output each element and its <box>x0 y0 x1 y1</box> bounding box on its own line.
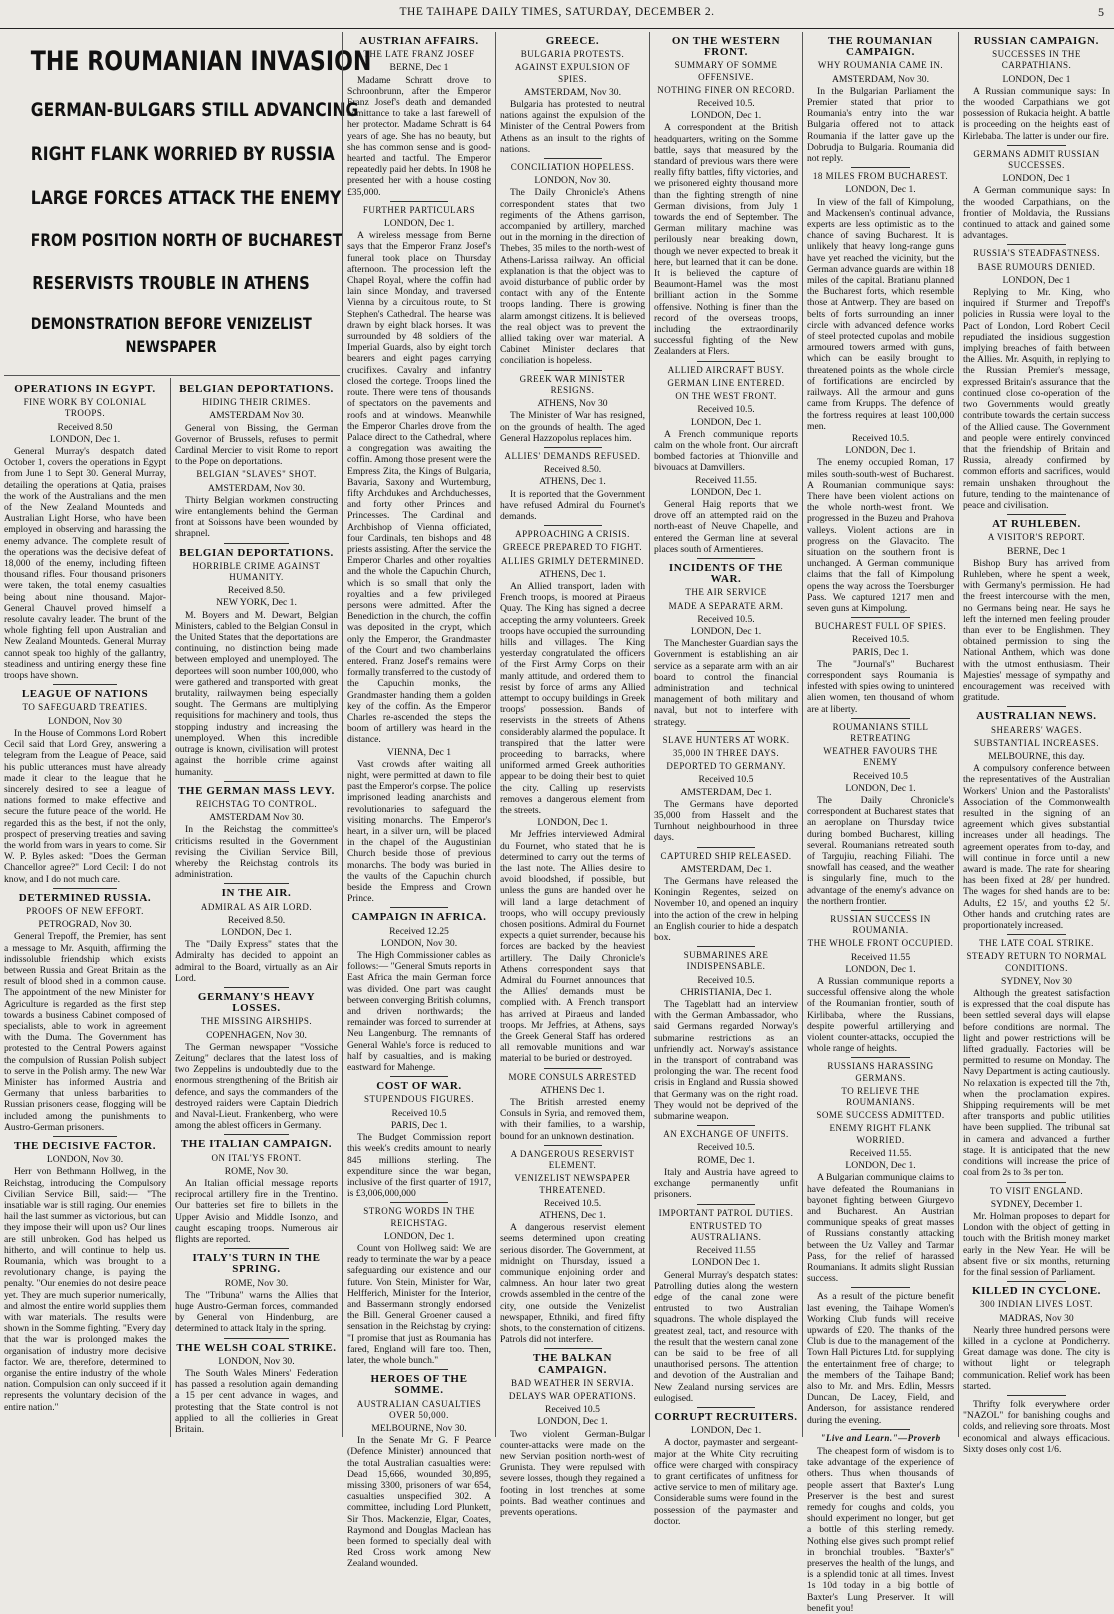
article-body: The German newspaper "Vossiche Zeitung" declares that the latest loss of two Zeppelins is undoubtedly due to the enormous strengthening of the British air defence, and says the commanders of the destroyed raiders were Captain Diedrich and Naval-Lieut. Frankenberg, who were among the ablest officers in Germany. <box>175 1041 338 1132</box>
dateline: BERNE, Dec 1 <box>1007 545 1066 557</box>
article-headline: IN THE AIR. <box>221 887 292 900</box>
dateline: LONDON, Dec 1. <box>690 416 762 428</box>
dateline: LONDON, Dec 1. <box>845 184 916 196</box>
divider <box>390 907 448 908</box>
banner-line: FROM POSITION NORTH OF BUCHAREST <box>30 231 343 251</box>
article-subhead: SUCCESSES IN THE CARPATHIANS. <box>992 49 1081 71</box>
article-subhead: ROUMANIANS STILL RETREATING <box>832 721 929 743</box>
divider <box>851 718 910 719</box>
article-headline: THE ROUMANIAN CAMPAIGN. <box>828 35 933 59</box>
article-body: A dangerous reservist element seems determined upon creating serious disorder. The Government, at midnight on Thursday, issued a communique enjoining order and calmness. An hour later two great crowds assembled in the centre of the city, one outside the Venizelist newspaper, Ethniki, and fired fifty shots, to the consternation of citizens. Patrols did not interfere. <box>500 1222 645 1346</box>
article-subhead: WHY ROUMANIA CAME IN. <box>817 60 944 71</box>
article-subhead: MADE A SEPARATE ARM. <box>668 600 784 611</box>
dateline: LONDON, Dec 1. <box>845 782 916 794</box>
dateline: PARIS, Dec 1. <box>852 646 909 658</box>
article-subhead: ADMIRAL AS AIR LORD. <box>200 901 313 912</box>
article-subhead: RUSSIAN SUCCESS IN ROUMANIA. <box>830 914 931 936</box>
article-headline: RUSSIAN CAMPAIGN. <box>974 35 1099 47</box>
dateline: LONDON, Nov 30. <box>218 1355 295 1367</box>
divider <box>224 1248 289 1249</box>
divider <box>224 883 289 884</box>
divider <box>390 1369 448 1370</box>
divider <box>390 1076 448 1077</box>
article-body: M. Boyers and M. Dewart, Belgian Ministers, cabled to the Belgian Consul in the United States that the deportations are continuing, no distinction being made between employed and unemployed. The deportees will soon number 100,000, who were gathered and transported with great brutality, railwaymen being especially sought. The Germans are multiplying requisitions for machinery and tools, thus stopping industry and increasing the unemployed. When this incredible outrage is known, civilisation will protest against the horrible crime against humanity. <box>175 609 338 778</box>
column-3 <box>343 32 495 1570</box>
article-subhead: FURTHER PARTICULARS <box>362 204 476 215</box>
received-time: Received 8.50. <box>227 914 286 926</box>
divider <box>851 1287 910 1288</box>
article-subhead: AN EXCHANGE OF UNFITS. <box>663 1129 789 1140</box>
dateline: LONDON, Dec 1. <box>49 433 121 445</box>
divider <box>697 1407 755 1408</box>
article-headline: THE BALKAN CAMPAIGN. <box>532 1352 613 1376</box>
divider <box>4 375 340 376</box>
article-body: The enemy occupied Roman, 17 miles south-south-west of Bucharest. A Roumanian communique says: There have been violent actions on the whole north-west front. We progressed in the Buzeu and Prahova valleys. Violent actions are in progress on the Glavacito. The situation on the southern front is unchanged. A German communique claims that the fall of Kimpolung opens the way across the Toersburger Pass. We captured 1217 men and seven guns at Kimpolung. <box>807 457 954 614</box>
received-time: Received 8.50 <box>57 421 113 433</box>
dateline: PETROGRAD, Nov 30. <box>38 919 132 931</box>
article-body: General von Bissing, the German Governor of Brussels, refuses to permit Cardinal Mercier to visit Rome to report to the Pope on deportations. <box>175 422 338 468</box>
article-body: Nearly three hundred persons were killed in a cyclone at Pondicherry. Great damage was done. The city is without light or telegraph communication. Relief work has been started. <box>963 1324 1110 1392</box>
banner-line: NEWSPAPER <box>125 337 217 356</box>
dateline: LONDON, Dec 1 <box>1002 274 1071 286</box>
article-body: An Allied transport, laden with French troops, is moored at Piraeus Quay. The King has signed a decree accepting the army volunteers. Greek troops have occupied the surrounding hills and villages. The King yesterday congratulated the officers of the First Army Corps on their manly attitude, and ordered them to resist by force of arms any Allied attempt to occupy buildings in Greek troops' possession. Bands of reservists in the streets of Athens considerably alarmed the populace. It transpired that the latter were proceeding to barracks, where uniformed armed Greek authorities appear to be doing their best to quiet the city. Calling up reservists removes a dangerous element from the streets. <box>500 580 645 816</box>
banner-line: RIGHT FLANK WORRIED BY RUSSIA <box>30 143 335 165</box>
divider <box>544 525 602 526</box>
article-headline: COST OF WAR. <box>376 1080 462 1093</box>
article-body: Herr von Bethmann Hollweg, in the Reichstag, introducing the Compulsory Civilian Service Bill, said:— "The insatiable war is still raging. Our enemies hail the last summer as victorious, but can they impose their will upon us? Our lines are still unbroken. God has helped us hitherto, and will continue to help us. Roumania, which was brought to a revolutionary change, is paying the penalty. "Our enemies do not desire peace yet. They are much superior numerically, and almost the entire world supplies them with war materials. The results were shown in the Somme fighting. "Every day that the war is prolonged makes the organisation of industry more decisive factor. We are, therefore, determined to organise the entire industry of the whole nation. Compulsion can only succeed if it represents the voluntary decision of the entire nation." <box>4 1166 166 1413</box>
banner-line: LARGE FORCES ATTACK THE ENEMY <box>30 187 342 209</box>
article-subhead: RUSSIA'S STEADFASTNESS. <box>973 248 1100 259</box>
article-body: Thirty Belgian workmen constructing wire entanglements behind the German front at Soissons have been wounded by shrapnel. <box>175 494 338 540</box>
dateline: LONDON, Dec 1. <box>537 817 608 829</box>
page-number: 5 <box>1098 5 1104 19</box>
dateline: LONDON, Dec 1. <box>690 625 762 637</box>
article-body: Replying to Mr. King, who inquired if Sturmer and Trepoff's policies in Russia were loyal to the Pact of London, Lord Robert Cecil repudiated the insidious suggestion implying breaches of faith between the Allies. Mr. Asquith, in replying to the Russian Premier's message, expressed Britain's assurance that the continued close co-operation of the two Governments would greatly contribute towards the certain success of the Allied cause. The Government and people were entirely convinced that the friendship of Britain and Russia, already confirmed by common efforts and sacrifices, would remain unshaken throughout the future, tending to the maintenance of peace and civilisation. <box>963 287 1110 511</box>
article-subhead: ON ITAL'YS FRONT. <box>211 1152 302 1163</box>
article-body: General Murray's despatch dated October 1, covers the operations in Egypt from June 1 to Sept 30. General Murray, detailing the operations at Qatia, praises the work of the Australians and the men of the New Zealand Mounteds and Australian Light Horse, who have been employed in observing and harassing the enemy advance. The complete result of the operations was the decisive defeat of 18,000 of the enemy, including fifteen thousand rifles. Four thousand prisoners were taken, the total enemy casualties being about nine thousand. Major-General Chauvel proved himself a resolute cavalry leader. The brunt of the whole fighting fell upon Australian and New Zealand Mounteds. General Murray cannot speak too highly of the gallantry, steadiness and untiring energy these fine troops have shown. <box>4 446 166 682</box>
article-body: A wireless message from Berne says that the Emperor Franz Josef's funeral took place on Thursday afternoon. The procession left the Chapel Royal, where the coffin had lain since Monday, and traversed Vienna by a circuitous route, to St Stephen's Cathedral. The hearse was drawn by eight black horses. It was surrounded by 48 soldiers of the Imperial Guards, also by eight torch bearers and eight pages carrying crucifixes. Cavalry and infantry closed the cortege. Troops lined the route. There were tens of thousands of spectators on the pavements and roofs and at windows. Meanwhile the Emperor Charles drove from the Palace direct to the Cathedral, where a congregation was awaiting the coffin. Among those present were the Empress Zita, the Kings of Bulgaria, Bavaria, Saxony and Wurtemburg, fifty Archdukes and Archduchesses, and forty other Princes and Princesses. The Cardinal and Archbishop of Vienna officiated, four Cardinals, ten bishops and 48 priests assisting. After the service the Emperor Charles and other royalties and the whole the Capuchin Church, which is so small that only the royalties and a few privileged persons were admitted. After the Benediction in the church, the coffin was deposited in the crypt, which only the Emperor, the Grandmaster of the Court and two chamberlains entered. Franz Josef's remains were formally transferred to the custody of the Capuchin monks, the Grandmaster handing them a golden key of the coffin. As the Emperor Charles re-ascended the steps the boom of artillery was heard in the distance. <box>347 230 491 746</box>
article-subhead: IMPORTANT PATROL DUTIES. <box>658 1207 794 1218</box>
article-headline: AUSTRALIAN NEWS. <box>976 710 1097 723</box>
article-body: Two violent German-Bulgar counter-attacks were made on the new Servian position north-west of Grunista. They were repulsed with severe losses, though they regained a footing in lost trenches at some points. Bad weather continues and prevents operations. <box>500 1428 645 1518</box>
dateline: AMSTERDAM, Nov 30. <box>523 86 621 98</box>
article-subhead: THE MISSING AIRSHIPS. <box>200 1016 313 1027</box>
article-body: The "Journal's" Bucharest correspondent says Roumania is infested with spies owing to unintered alien women, ten thousand of whom are at liberty. <box>807 658 954 715</box>
article-subhead: THE LATE COAL STRIKE. <box>979 938 1094 949</box>
article-subhead: TO RELIEVE THE ROUMANIANS. <box>841 1085 920 1108</box>
dateline: LONDON, Nov 30. <box>46 1154 124 1166</box>
column-5 <box>650 32 802 1527</box>
article-body: Vast crowds after waiting all night, were permitted at dawn to file past the Emperor's corpse. The police imprisoned leading anarchists and revolutionaries to safeguard the visiting monarchs. The Emperor's heart, in a silver urn, will be placed in the chapel of the Augustinian Church beside those of previous monarchs. The body was buried in the vaults of the Capuchin church beside the Empress and Crown Prince. <box>347 758 491 905</box>
article-subhead: BASE RUMOURS DENIED. <box>977 261 1096 272</box>
dateline: AMSTERDAM, Dec 1. <box>680 786 772 798</box>
article-body: A doctor, paymaster and sergeant-major at the White City recruiting office were charged with conspiracy to grant certificates of unfitness for active service to men of military age. Considerable sums were found in the possession of the paymaster and doctor. <box>654 1437 798 1527</box>
article-subhead: SOME SUCCESS ADMITTED. <box>816 1110 945 1121</box>
article-headline: GERMANY'S HEAVY LOSSES. <box>197 990 316 1015</box>
article-subhead: VENIZELIST NEWSPAPER THREATENED. <box>514 1173 631 1195</box>
divider <box>53 684 118 685</box>
article-subhead: CONCILIATION HOPELESS. <box>510 162 635 173</box>
article-headline: GREECE. <box>545 35 600 47</box>
article-body: In view of the fall of Kimpolung, and Mackensen's continual advance, experts are less optimistic as to the chance of saving Bucharest. It is unlikely that heavy long-range guns have yet reached the vicinity, but the German advance guards are within 18 miles of the capital. Bratianu planned the Bucharest forts, which resemble those at Antwerp. They are based on belts of forts surrounding an inner circle with advanced defence works of steel protected cupolas and mobile armoured towers armed with guns, which can be easily brought to threatened points as the whole circle of fortifications are encircled by railways. All the armour and guns came from Krupps. The defence of the fortress requires at least 100,000 men. <box>807 196 954 432</box>
dateline: LONDON, Dec 1. <box>845 963 916 975</box>
article-subhead: FINE WORK BY COLONIAL TROOPS. <box>23 397 147 419</box>
banner-line: GERMAN-BULGARS STILL ADVANCING <box>30 99 359 121</box>
received-time: Received 10.5. <box>851 634 910 646</box>
dateline: BERNE, Dec 1 <box>389 62 449 74</box>
dateline: LONDON, Dec 1. <box>845 1160 916 1172</box>
article-body: General Murray's despatch states: Patrolling duties along the western edge of the canal zone were entrusted to two Australian squadrons. The whole displayed the greatest zeal, tact, and resource with the result that the western canal zone can be said to be free of all unauthorised persons. The attention and devotion of the Australian and New Zealand nursing services are eulogised. <box>654 1269 798 1404</box>
divider <box>1007 514 1066 515</box>
article-subhead: SUBMARINES ARE INDISPENSABLE. <box>683 950 769 972</box>
banner-line: RESERVISTS TROUBLE IN ATHENS <box>32 273 310 294</box>
dateline: LONDON, Dec 1. <box>690 1425 762 1437</box>
article-subhead: THE WHOLE FRONT OCCUPIED. <box>807 938 954 949</box>
dateline: AMSTERDAM Nov 30. <box>209 812 304 824</box>
divider <box>1007 706 1066 707</box>
article-body: The Daily Chronicle's correspondent at Bucharest states that an aeroplane on Thursday twice during bombed Bucharest, killing several. Roumanians retreated south of Targujiu, reaching Filiahi. The snowfall has ceased, and the weather is singularly fine, much to the advantage of the enemy's advance on the northern frontier. <box>807 795 954 907</box>
dateline: AMSTERDAM, Nov 30. <box>207 482 305 494</box>
article-subhead: GREECE PREPARED TO FIGHT. <box>502 542 643 553</box>
article-subhead: MORE CONSULS ARRESTED <box>508 1071 637 1082</box>
received-time: Received 10.5. <box>851 432 910 444</box>
article-subhead: AUSTRALIAN CASUALTIES OVER 50,000. <box>356 1398 482 1420</box>
received-time: Received 10.5 <box>853 770 908 782</box>
article-body: The South Wales Miners' Federation has passed a resolution again demanding a 15 per cent advance in wages, and protesting that the State control is not applied to all the collieries in Great Britain. <box>175 1368 338 1436</box>
banner-line: THE ROUMANIAN INVASION <box>30 46 372 77</box>
article-subhead: CAPTURED SHIP RELEASED. <box>660 850 792 861</box>
column-6 <box>803 32 958 1614</box>
divider <box>697 946 755 947</box>
article-subhead: WEATHER FAVOURS THE ENEMY <box>823 746 938 768</box>
advert-body: Thrifty folk everywhere order "NAZOL" for banishing coughs and colds, and relieving sore throats. Most economical and always efficacious. Sixty doses only cost 1/6. <box>963 1398 1110 1455</box>
received-time: Received 10.5. <box>697 98 755 110</box>
article-body: The Daily Chronicle's Athens correspondent states that two regiments of the Athens garrison, accompanied by artillery, marched out in the morning in the direction of Thebes, 35 miles to the north-west of Athens-Larissa railway. An official explanation is that the object was to avoid disturbance of public order by contact with any of the Entente troops landing. There is growing alarm amongst citizens. It is believed the real object was to prevent the allied taking over war material. A Cabinet Minister declares that conciliation is hopeless. <box>500 187 645 367</box>
article-subhead: HIDING THEIR CRIMES. <box>202 397 311 408</box>
dateline: LONDON, Nov 30. <box>534 175 611 187</box>
dateline: AMSTERDAM Nov 30. <box>209 410 304 422</box>
article-subhead: ENEMY RIGHT FLANK WORRIED. <box>829 1123 932 1145</box>
article-body: Mr Jeffries interviewed Admiral du Fournet, who stated that he is determined to carry out the terms of the last note. The Allies desire to avoid bloodshed, if possible, but unless the guns are handed over he will land a large detachment of troops, who will occupy previously chosen positions. Admiral du Fournet expects a quiet surrender, because his forces are backed by the heaviest artillery. The Daily Chronicle's Athens correspondent says that Admiral du Fournet announces that the Allies' demands must be complied with. A French transport has arrived at Piraeus and landed troops. Mr Jeffries, at Athens, says the Greek General Staff has ordered all removable munitions and war material to be buried or destroyed. <box>500 829 645 1065</box>
dateline: LONDON, Dec 1. <box>383 1230 455 1242</box>
article-subhead: TO VISIT ENGLAND. <box>989 1185 1084 1196</box>
article-body: Bishop Bury has arrived from Ruhleben, where he spent a week, with Germany's permission. He had the freest intercourse with the men, no Germans being near. He says he left the interned men feeling prouder than ever to be Englishmen. They obtained permission to sing the National Anthem, which was done with the utmost enthusiasm. Their Majesties' message of sympathy and encouragement was received with gratitude. <box>963 557 1110 704</box>
received-time: Received 8.50. <box>543 464 602 476</box>
divider <box>851 617 910 618</box>
article-subhead: TO SAFEGUARD TREATIES. <box>22 702 148 713</box>
article-body: A German communique says: In the wooded Carpathians, on the frontier of Moldavia, the Russians continued to attack and gained some advantages. <box>963 185 1110 242</box>
article-subhead: REICHSTAG TO CONTROL. <box>195 798 318 809</box>
local-notice: As a result of the picture benefit last evening, the Taihape Women's Working Club funds will receive upwards of £20. The thanks of the Club is due to the management of the Town Hall Pictures Ltd. for supplying the entertainment free of charge; to the members of the Taihape Band; also to Mr. and Mrs. Edlin, Messrs Duncan, De Lacey, Field, and Anderson, for assistance rendered during the evening. <box>807 1291 954 1426</box>
article-body: A correspondent at the British headquarters, writing on the Somme battle, says that measured by the standard of previous wars there were really fifty battles, fifty victories, and we prisonered eighty thousand more than the fighting strength of nine German divisions, from July 1 towards the end of September. The German military machine was perilously near breaking down, though we never expected to break it here, but learned that it can be done. It is believed the capture of Beaumont-Hamel was the most brilliant action in the Somme offensive. Nothing is finer than the record of the overseas troops, including the extraordinarily successful fighting of the New Zealanders at Flers. <box>654 122 798 358</box>
dateline: MELBOURNE, Nov 30. <box>371 1422 467 1434</box>
dateline: LONDON, Dec 1. <box>221 926 292 938</box>
dateline: ROME, Dec 1. <box>697 1154 755 1166</box>
dateline: CHRISTIANIA, Dec 1. <box>680 986 772 998</box>
article-subhead: SUMMARY OF SOMME OFFENSIVE. <box>674 60 778 82</box>
received-time: Received 10.5 <box>391 1107 447 1119</box>
received-time: Received 11.55 <box>696 1245 756 1257</box>
divider <box>544 158 602 159</box>
article-subhead: BELGIAN "SLAVES" SHOT. <box>196 469 317 480</box>
article-subhead: BAD WEATHER IN SERVIA. <box>510 1377 635 1388</box>
dateline: LONDON Dec 1. <box>692 1257 760 1269</box>
article-body: Italy and Austria have agreed to exchange permanently unfit prisoners. <box>654 1166 798 1201</box>
article-headline: AUSTRIAN AFFAIRS. <box>359 35 479 47</box>
article-subhead: A VISITOR'S REPORT. <box>987 532 1086 543</box>
column-4 <box>496 32 649 1518</box>
dateline: LONDON, Nov 30 <box>48 715 122 727</box>
received-time: Received 10.5. <box>697 1142 755 1154</box>
article-headline: THE DECISIVE FACTOR. <box>13 1140 157 1152</box>
divider <box>1007 934 1066 935</box>
divider <box>544 1068 602 1069</box>
article-body: The High Commissioner cables as follows:— "General Smuts reports in East Africa the main German force was divided. One part was caught between converging British columns, and driven northwards; the remainder was forced to surrender at Neu Langenburg. The remnants of General Wahle's force is reduced to half by casualties, and is making eastward for Mahenge. <box>347 950 491 1074</box>
dateline: LONDON, Dec 1 <box>1002 73 1071 85</box>
article-body: The "Tribuna" warns the Allies that huge Austro-German forces, commanded by General von Hindenburg, are determined to attack Italy in the spring. <box>175 1289 338 1335</box>
article-body: Although the greatest satisfaction is expressed that the coal dispute has been settled several days will elapse before conditions are normal. The light and power restrictions will be lifted gradually. Factories will be permitted to resume on Monday. The Navy Department is acting cautiously. No relaxation is expected till the 7th, when the proclamation expires. Shipping requirements will be met after transports and public utilities have been supplied. The tribunal sat in camera and advanced a further stage. It is anticipated that the new conditions will increase the price of coal from 2s to 3s per ton. <box>963 988 1110 1179</box>
advert-body: The cheapest form of wisdom is to take advantage of the experience of others. Thus when thousands of people assert that Baxter's Lung Preserver is the best and surest remedy for coughs and colds, you should experiment no longer, but get a bottle of this sterling remedy. Nothing else gives such prompt relief in bronchial troubles. "Baxter's" preserves the health of the lungs, and is a splendid tonic at all times. Invest 1s 10d today in a big bottle of Baxter's Lung Preserver. It will benefit you! <box>807 1445 954 1614</box>
article-subhead: ALLIED AIRCRAFT BUSY. <box>667 364 785 375</box>
received-time: Received 11.55. <box>695 474 757 486</box>
received-time: Received 10.5. <box>697 613 755 625</box>
dateline: ROME, Nov 30. <box>224 1277 289 1289</box>
divider <box>53 1136 118 1137</box>
article-subhead: 35,000 IN THREE DAYS. <box>672 747 780 758</box>
banner-line: DEMONSTRATION BEFORE VENIZELIST <box>30 314 312 333</box>
newspaper-title: THE TAIHAPE DAILY TIMES, SATURDAY, DECEMBER 2. <box>399 6 715 18</box>
article-subhead: PROOFS OF NEW EFFORT. <box>26 905 144 916</box>
received-time: Received 10.5. <box>697 404 755 416</box>
divider <box>544 1348 602 1349</box>
divider <box>1007 1395 1066 1396</box>
article-headline: THE WELSH COAL STRIKE. <box>176 1341 337 1354</box>
divider <box>544 1145 602 1146</box>
article-body: The Tageblatt had an interview with the German Ambassador, who said Germans regarded Norway's submarine restrictions as an unfriendly act. Norway's assistance in the transport of contraband was prolonging the war. The recent food crisis in England and Russia showed that Germany was on the right road. They would not be deprived of the submarine weapon. <box>654 999 798 1123</box>
article-headline: ON THE WESTERN FRONT. <box>671 35 781 59</box>
dateline: LONDON, Dec 1. <box>845 445 916 457</box>
article-body: It is reported that the Government have refused Admiral du Fournet's demands. <box>500 488 645 522</box>
article-subhead: SUBSTANTIAL INCREASES. <box>974 737 1099 748</box>
article-subhead: ALLIES GRIMLY DETERMINED. <box>501 555 644 566</box>
article-headline: THE ITALIAN CAMPAIGN. <box>180 1138 333 1151</box>
article-subhead: A DANGEROUS RESERVIST ELEMENT. <box>510 1148 635 1171</box>
article-subhead: DELAYS WAR OPERATIONS. <box>508 1390 637 1401</box>
divider <box>224 1134 289 1135</box>
dateline: LONDON, Dec 1. <box>690 486 762 498</box>
article-subhead: ENTRUSTED TO AUSTRALIANS. <box>689 1220 763 1242</box>
article-headline: AT RUHLEBEN. <box>992 518 1081 531</box>
divider <box>224 543 289 544</box>
dateline: PARIS, Dec 1. <box>390 1119 448 1131</box>
banner-headline <box>0 46 372 356</box>
article-body: A Bulgarian communique claims to have defeated the Roumanians in bayonet fighting between Giurgevo and Bucharest. An Austrian communique speaks of great masses of Russians constantly attacking between the Uz Valley and Tarmar Pass, for the relief of harassed Roumanians. It admits slight Russian success. <box>807 1172 954 1285</box>
dateline: MADRAS, Nov 30 <box>999 1312 1074 1324</box>
received-time: Received 10.5. <box>697 974 755 986</box>
article-body: Madame Schratt drove to Schroonbrunn, after the Emperor Franz Josef's death and demanded admittance to take a last farewell of her protector. Madame Schratt is 64 years of age. She has no beauty, but she has common sense and is good-hearted and tactful. The Emperor repeatedly paid her debts. In 1908 he presented her with a house costing £35,000. <box>347 74 491 198</box>
masthead <box>0 0 1114 29</box>
article-subhead: APPROACHING A CRISIS. <box>515 529 630 540</box>
article-subhead: STEADY RETURN TO NORMAL CONDITIONS. <box>966 951 1107 973</box>
article-subhead: HORRIBLE CRIME AGAINST HUMANITY. <box>192 560 321 583</box>
divider <box>390 201 448 202</box>
article-subhead: 18 MILES FROM BUCHAREST. <box>812 171 949 182</box>
article-body: Mr. Holman proposes to depart for London with the object of getting in touch with the British money market early in the New Year. He will be absent five or six months, returning for the final session of Parliament. <box>963 1210 1110 1278</box>
dateline: VIENNA, Dec 1 <box>386 746 452 758</box>
divider <box>1007 1281 1066 1282</box>
divider <box>390 1202 448 1203</box>
article-subhead: SHEARERS' WAGES. <box>991 724 1082 735</box>
divider <box>1007 1182 1066 1183</box>
dateline: ROME, Nov 30. <box>224 1165 289 1177</box>
article-body: Count von Hollweg said: We are ready to terminate the war by a peace safeguarding our existence and our future. Von Stein, Minister for War, Helfferich, Minister for the Interior, and Bassermann strongly endorsed the Bill. General Groener caused a sensation in the Reichstag by crying: "I promise that just as Roumania has fared, England will fare too. Then, later, the whole bunch." <box>347 1242 491 1366</box>
divider <box>697 361 755 362</box>
article-body: The British arrested enemy Consuls in Syria, and removed them, with their families, to a warship, bound for an unknown destination. <box>500 1097 645 1142</box>
article-body: General Haig reports that we drove off an attempted raid on the north-east of Neuve Chapelle, and entered the German line at several places south of Armentieres. <box>654 498 798 555</box>
article-body: The Germans have released the Koningin Regentes, seized on November 10, and opened an inquiry into the action of the crew in helping an English courier to hide a despatch box. <box>654 876 798 944</box>
article-headline: THE GERMAN MASS LEVY. <box>177 784 336 797</box>
divider <box>851 1057 910 1058</box>
article-body: In the Senate Mr G. F Pearce (Defence Minister) announced that the total Australian casualties were: Dead 15,666, wounded 30,895, missing 3300, prisoners of war 654, casualties unspecified 302. A committee, including Lord Plunkett, Sir Thos. Mackenzie, Elgar, Coates, Raymond and Douglas Maclean has been formed to specially deal with Red Cross work among New Zealand wounded. <box>347 1435 491 1570</box>
divider <box>224 781 289 782</box>
divider <box>697 847 755 848</box>
divider <box>544 447 602 448</box>
article-body: The Budget Commission report this week's credits amount to nearly 845 millions sterling. The expenditure since the war began, inclusive of the first quarter of 1917, is £3,006,000,000 <box>347 1132 491 1200</box>
article-headline: HEROES OF THE SOMME. <box>370 1373 468 1397</box>
article-subhead: THE LATE FRANZ JOSEF <box>363 49 475 60</box>
article-body: Bulgaria has protested to neutral nations against the expulsion of the Minister of the Central Powers from Athens as an insult to the rights of nations. <box>500 99 645 155</box>
divider <box>697 558 755 559</box>
dateline: LONDON, Dec 1 <box>1002 173 1071 185</box>
dateline: NEW YORK, Dec 1. <box>216 597 297 609</box>
dateline: AMSTERDAM, Dec 1. <box>680 863 772 875</box>
divider <box>851 910 910 911</box>
article-headline: CAMPAIGN IN AFRICA. <box>351 911 487 924</box>
article-body: A Russian communique says: In the wooded Carpathians we got possession of Rukacia height. A battle is proceeding on the heights east of Kirlebaba. The latter is under our fire. <box>963 85 1110 142</box>
article-body: A compulsory conference between the representatives of the Australian Workers' Union and the Pastoralists' Association of the Commonwealth resulted in the signing of an agreement which gives substantial increases under all headings. The agreement operates from to-day, and will continue in force until a new award is made. The rate for shearing has been fixed at 28/ per hundred. The wages for shed hands are to be: Adults, £2 15/, and youths £2 5/. Other hands and crutching rates are proportionately increased. <box>963 763 1110 932</box>
dateline: ATHENS, Nov 30 <box>537 398 608 410</box>
divider <box>1007 244 1066 245</box>
article-body: A French communique reports calm on the whole front. Our aircraft bombed factories at Thionville and bivouacs at Damvillers. <box>654 428 798 474</box>
divider <box>53 888 118 889</box>
article-subhead: GERMAN LINE ENTERED. <box>667 377 785 388</box>
divider <box>851 1429 910 1430</box>
dateline: LONDON, Dec 1. <box>383 218 455 230</box>
received-time: Received 11.55 <box>850 951 911 963</box>
dateline: COPENHAGEN, Nov 30. <box>206 1029 307 1041</box>
dateline: SYDNEY, Nov 30 <box>1001 975 1072 987</box>
article-headline: INCIDENTS OF THE WAR. <box>668 561 784 586</box>
divider <box>224 987 289 988</box>
dateline: AMSTERDAM, Nov 30. <box>831 73 929 85</box>
received-time: Received 11.55. <box>849 1147 912 1159</box>
article-headline: KILLED IN CYCLONE. <box>971 1285 1102 1298</box>
article-subhead: BULGARIA PROTESTS. <box>520 49 625 60</box>
article-subhead: BUCHAREST FULL OF SPIES. <box>814 621 947 632</box>
article-subhead: GREEK WAR MINISTER RESIGNS. <box>519 373 626 395</box>
article-subhead: AGAINST EXPULSION OF SPIES. <box>514 62 631 84</box>
article-body: An Italian official message reports reciprocal artillery fire in the Trentino. Our batteries set fire to billets in the Upper Avisio and Middle Isonzo, and caught escaping troops. Numerous air flights are reported. <box>175 1178 338 1246</box>
article-subhead: STUPENDOUS FIGURES. <box>363 1094 475 1105</box>
divider <box>544 370 602 371</box>
received-time: Received 10.5 <box>545 1404 600 1416</box>
dateline: LONDON, Dec 1. <box>537 1416 608 1428</box>
dateline: LONDON, Nov 30. <box>380 937 458 949</box>
article-headline: BELGIAN DEPORTATIONS. <box>179 546 334 559</box>
article-headline: OPERATIONS IN EGYPT. <box>14 383 156 395</box>
article-headline: DETERMINED RUSSIA. <box>18 891 152 904</box>
divider <box>851 167 910 168</box>
divider <box>224 1338 289 1339</box>
dateline: SYDNEY, December 1. <box>990 1198 1083 1210</box>
article-headline: BELGIAN DEPORTATIONS. <box>179 383 334 395</box>
article-subhead: THE AIR SERVICE <box>685 587 767 598</box>
divider <box>697 1204 755 1205</box>
article-body: In the House of Commons Lord Robert Cecil said that Lord Grey, answering a telegram from the League of Peace, said his public utterances must have already made it clear to the league that he sincerely desired to see a league of nations formed to make effective and secure the future peace of the world. He regarded this as the best, if not the only, prospect of preserving treaties and saving the world from wars in years to come. Sir W. P. Byles asked: "Does the German Chancellor agree?" Lord Cecil: I do not know, and I do not much care. <box>4 727 166 885</box>
column-1 <box>0 380 170 1437</box>
received-time: Received 10.5 <box>698 774 754 786</box>
article-headline: CORRUPT RECRUITERS. <box>654 1410 798 1423</box>
article-body: General Trepoff, the Premier, has sent a message to Mr. Asquith, affirming the indissoluble friendship which exists between Russia and Great Britain as the result of blood shed in a common cause. The appointment of the new Minister for Agriculture is regarded as the first step towards a business Cabinet composed of specialists, able to work in agreement with the Duma. The Government has protested to the Central Powers against the compulsion of Russian Polish subject to serve in the Polish army. The new War Minister has informed Austria and Germany that unless barbarities to Russian prisoners cease, flogging will be included among the punishments to Austro-German prisoners. <box>4 931 166 1133</box>
received-time: Received 12.25 <box>389 925 449 937</box>
received-time: Received 10.5. <box>543 1197 602 1209</box>
dateline: ATHENS Dec 1. <box>540 1084 605 1096</box>
dateline: ATHENS, Dec 1. <box>539 476 606 488</box>
dateline: ATHENS, Dec 1. <box>539 568 606 580</box>
article-subhead: 300 INDIAN LIVES LOST. <box>980 1299 1093 1310</box>
divider <box>697 731 755 732</box>
article-headline: ITALY'S TURN IN THE SPRING. <box>192 1252 321 1276</box>
dateline: LONDON, Dec 1. <box>690 110 762 122</box>
article-subhead: ALLIES' DEMANDS REFUSED. <box>504 450 641 461</box>
advert-headline: "Live and Learn."—Proverb <box>820 1432 941 1443</box>
article-body: The Minister of War has resigned, on the grounds of health. The aged General Hazzopolus replaces him. <box>500 410 645 444</box>
received-time: Received 8.50. <box>227 585 286 597</box>
article-subhead: NOTHING FINER ON RECORD. <box>657 84 795 95</box>
article-body: In the Bulgarian Parliament the Premier stated that prior to Roumania's entry into the war Bulgaria offered not to attack Roumania if the latter gave up the Dobrudja to Bulgaria. Roumania did not reply. <box>807 85 954 165</box>
column-7 <box>959 32 1114 1455</box>
article-subhead: DEPORTED TO GERMANY. <box>666 761 786 772</box>
column-2 <box>171 380 342 1437</box>
article-subhead: SLAVE HUNTERS AT WORK. <box>662 734 790 745</box>
article-subhead: GERMANS ADMIT RUSSIAN SUCCESSES. <box>973 148 1100 171</box>
article-body: The Germans have deported 35,000 from Hasselt and the Turnhout neighbourhood in three days. <box>654 798 798 844</box>
article-body: In the Reichstag the committee's criticisms resulted in the Government revising the Civilian Service Bill, whereby the Reichstag controls its administration. <box>175 824 338 881</box>
dateline: ATHENS, Dec 1. <box>539 1209 606 1221</box>
article-headline: LEAGUE OF NATIONS <box>21 688 149 701</box>
divider <box>1007 145 1066 146</box>
article-body: A Russian communique reports a successful offensive along the whole of the Roumanian frontier, south of Kirlibaba, where the Russians, despite powerful artillerying and violent counter-attacks, occupied the whole range of heights. <box>807 976 954 1055</box>
dateline: MELBOURNE, this day. <box>988 750 1085 762</box>
article-subhead: STRONG WORDS IN THE REICHSTAG. <box>363 1206 475 1228</box>
article-subhead: ON THE WEST FRONT. <box>675 391 777 402</box>
divider <box>697 1125 755 1126</box>
article-body: The "Daily Express" states that the Admiralty has decided to appoint an admiral to the Board, virtually as an Air Lord. <box>175 939 338 984</box>
article-subhead: RUSSIANS HARASSING GERMANS. <box>827 1061 934 1083</box>
article-body: The Manchester Guardian says the Government is establishing an air service as a separate arm with an air board to control the financial administration and technical management of both military and naval, but not to interfere with strategy. <box>654 638 798 728</box>
